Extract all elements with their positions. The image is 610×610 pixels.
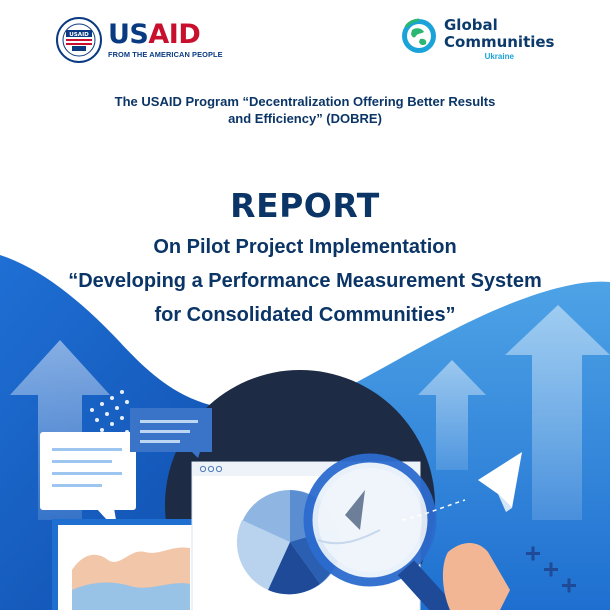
document-card: [130, 408, 212, 458]
global-communities-wordmark: [444, 17, 555, 61]
seal-text: USAID: [69, 31, 89, 38]
report-subtitle-line2: “Developing a Performance Measurement System: [68, 270, 542, 292]
report-title: REPORT: [230, 186, 380, 225]
globe-icon: [400, 17, 438, 55]
program-line2: and Efficiency” (DOBRE): [228, 111, 382, 126]
area-chart-icon: [55, 522, 210, 610]
gc-country: Ukraine: [484, 52, 514, 61]
title-block: [0, 186, 610, 332]
global-communities-logo: [400, 17, 555, 61]
report-subtitle-line3: for Consolidated Communities”: [154, 304, 456, 326]
usaid-wordmark: [108, 21, 223, 59]
usaid-name: USAID: [108, 19, 201, 50]
program-line1: The USAID Program “Decentralization Offering Better Results: [114, 94, 496, 109]
gc-line2: Communities: [444, 33, 555, 51]
seal-icon: [56, 17, 102, 63]
usaid-tagline: FROM THE AMERICAN PEOPLE: [108, 50, 223, 59]
usaid-logo: [56, 17, 223, 63]
report-subtitle-line1: On Pilot Project Implementation: [153, 236, 457, 258]
header: [0, 0, 610, 80]
gc-line1: Global: [444, 16, 498, 34]
program-name: [60, 93, 550, 127]
